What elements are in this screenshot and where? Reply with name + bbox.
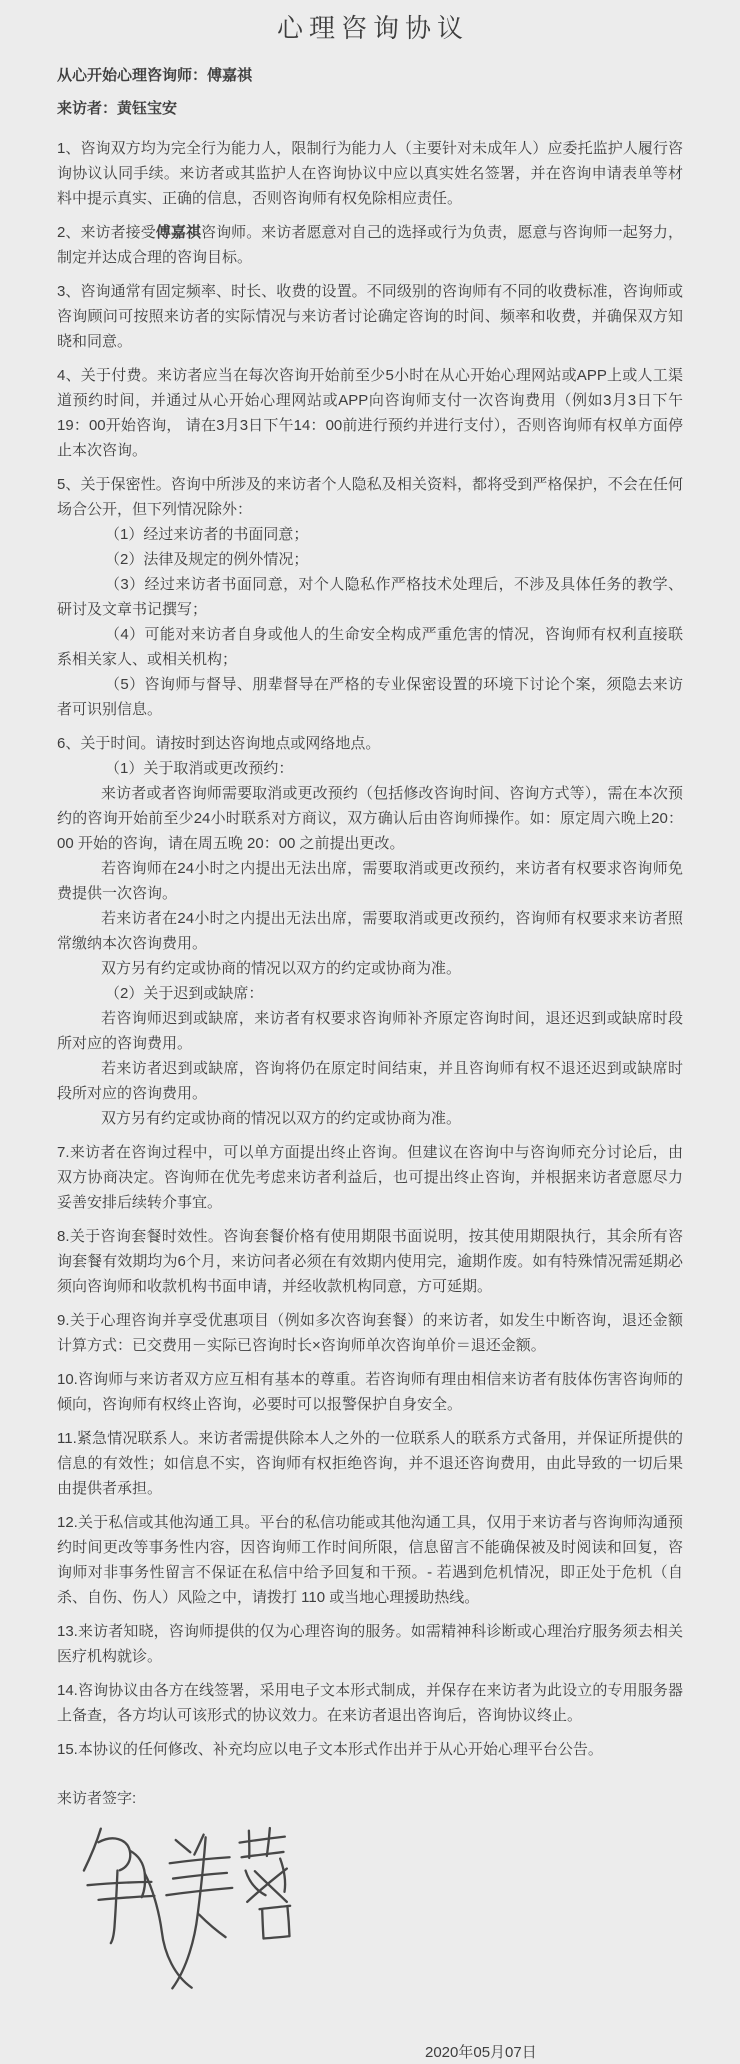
clause-13: 13.来访者知晓，咨询师提供的仅为心理咨询的服务。如需精神科诊断或心理治疗服务须去相关医疗机构就诊。	[57, 1623, 683, 1665]
clause-6-sub2-line-2: 若来访者迟到或缺席，咨询将仍在原定时间结束，并且咨询师有权不退还迟到或缺席时段所对应的咨询费用。	[57, 1060, 683, 1102]
clause-15: 15.本协议的任何修改、补充均应以电子文本形式作出并于从心开始心理平台公告。	[57, 1741, 603, 1758]
clause-8: 8.关于咨询套餐时效性。咨询套餐价格有使用期限书面说明，按其使用期限执行，其余所有咨询套餐有效期均为6个月，来访问者必须在有效期内使用完，逾期作废。如有特殊情况需延期必须向咨询师和收款机构书面申请，并经收款机构同意，方可延期。	[57, 1228, 683, 1295]
clause-6-intro: 6、关于时间。请按时到达咨询地点或网络地点。	[57, 735, 381, 752]
clause-6-sub1-line-2: 若咨询师在24小时之内提出无法出席，需要取消或更改预约，来访者有权要求咨询师免费提供一次咨询。	[57, 860, 683, 902]
handwritten-signature	[79, 1818, 299, 1996]
client-line: 来访者：黄钰宝安	[57, 100, 178, 117]
clause-5-item-5: （5）咨询师与督导、朋辈督导在严格的专业保密设置的环境下讨论个案，须隐去来访者可识别信息。	[57, 676, 683, 718]
clause-6-sub2-title: （2）关于迟到或缺席：	[105, 985, 264, 1002]
clause-10: 10.咨询师与来访者双方应互相有基本的尊重。若咨询师有理由相信来访者有肢体伤害咨询师的倾向，咨询师有权终止咨询，必要时可以报警保护自身安全。	[57, 1371, 683, 1413]
clause-6-sub1-line-4: 双方另有约定或协商的情况以双方的约定或协商为准。	[101, 960, 462, 977]
counselor-name: 傅嘉祺	[155, 224, 201, 241]
clause-2-pre: 2、来访者接受	[57, 224, 156, 241]
clause-5-item-2: （2）法律及规定的例外情况；	[105, 551, 309, 568]
clause-5-item-3: （3）经过来访者书面同意，对个人隐私作严格技术处理后，不涉及具体任务的教学、研讨及文章书记撰写；	[57, 576, 683, 618]
clause-14: 14.咨询协议由各方在线签署，采用电子文本形式制成，并保存在来访者为此设立的专用服务器上备查，各方均认可该形式的协议效力。在来访者退出咨询后，咨询协议终止。	[57, 1682, 683, 1724]
clause-6-sub1-title: （1）关于取消或更改预约：	[105, 760, 294, 777]
clause-6-sub1-line-1: 来访者或者咨询师需要取消或更改预约（包括修改咨询时间、咨询方式等），需在本次预约的咨询开始前至少24小时联系对方商议，双方确认后由咨询师操作。如：原定周六晚上20：00 开始的咨询，请在周五晚 20：00 之前提出更改。	[57, 785, 683, 852]
clause-5-intro: 5、关于保密性。咨询中所涉及的来访者个人隐私及相关资料，都将受到严格保护，不会在任何场合公开，但下列情况除外：	[57, 476, 683, 518]
clause-2-post: 咨询师。来访者愿意对自己的选择或行为负责，愿意与咨询师一起努力，制定并达成合理的咨询目标。	[57, 224, 683, 266]
clause-5-item-4: （4）可能对来访者自身或他人的生命安全构成严重危害的情况，咨询师有权利直接联系相关家人、或相关机构；	[57, 626, 683, 668]
clause-1: 1、咨询双方均为完全行为能力人，限制行为能力人（主要针对未成年人）应委托监护人履行咨询协议认同手续。来访者或其监护人在咨询协议中应以真实姓名签署，并在咨询申请表单等材料中提示真实、正确的信息，否则咨询师有权免除相应责任。	[57, 140, 683, 207]
clause-9: 9.关于心理咨询并享受优惠项目（例如多次咨询套餐）的来访者，如发生中断咨询，退还金额计算方式：已交费用－实际已咨询时长×咨询师单次咨询单价＝退还金额。	[57, 1312, 683, 1354]
clause-7: 7.来访者在咨询过程中，可以单方面提出终止咨询。但建议在咨询中与咨询师充分讨论后，由双方协商决定。咨询师在优先考虑来访者利益后，也可提出终止咨询，并根据来访者意愿尽力妥善安排后续转介事宜。	[57, 1144, 683, 1211]
clause-6-sub2-line-3: 双方另有约定或协商的情况以双方的约定或协商为准。	[101, 1110, 462, 1127]
agreement-date: 2020年05月07日	[425, 2044, 537, 2061]
clause-6	[57, 731, 683, 1131]
clause-12: 12.关于私信或其他沟通工具。平台的私信功能或其他沟通工具，仅用于来访者与咨询师沟通预约时间更改等事务性内容，因咨询师工作时间所限，信息留言不能确保被及时阅读和回复，咨询师对非事务性留言不保证在私信中给予回复和干预。- 若遇到危机情况，即正处于危机（自杀、自伤、伤人）风险之中，请拨打 110 或当地心理援助热线。	[57, 1514, 683, 1606]
clause-6-sub1-line-3: 若来访者在24小时之内提出无法出席，需要取消或更改预约，咨询师有权要求来访者照常缴纳本次咨询费用。	[57, 910, 683, 952]
page-title: 心理咨询协议	[276, 13, 469, 43]
clause-11: 11.紧急情况联系人。来访者需提供除本人之外的一位联系人的联系方式备用，并保证所提供的信息的有效性；如信息不实，咨询师有权拒绝咨询，并不退还咨询费用，由此导致的一切后果由提供者承担。	[57, 1430, 683, 1497]
signature-label: 来访者签字:	[57, 1790, 137, 1807]
clause-5	[57, 472, 683, 722]
clause-2	[57, 220, 683, 270]
clause-5-item-1: （1）经过来访者的书面同意；	[105, 526, 309, 543]
clause-4: 4、关于付费。来访者应当在每次咨询开始前至少5小时在从心开始心理网站或APP上或人工渠道预约时间，并通过从心开始心理网站或APP向咨询师支付一次咨询费用（例如3月3日下午19：00开始咨询， 请在3月3日下午14：00前进行预约并进行支付），否则咨询师有权单方面停止本次咨询。	[57, 367, 683, 459]
clause-6-sub2-line-1: 若咨询师迟到或缺席，来访者有权要求咨询师补齐原定咨询时间，退还迟到或缺席时段所对应的咨询费用。	[57, 1010, 683, 1052]
counselor-line: 从心开始心理咨询师：傅嘉祺	[57, 67, 253, 84]
clause-3: 3、咨询通常有固定频率、时长、收费的设置。不同级别的咨询师有不同的收费标准，咨询师或咨询顾问可按照来访者的实际情况与来访者讨论确定咨询的时间、频率和收费，并确保双方知晓和同意。	[57, 283, 683, 350]
